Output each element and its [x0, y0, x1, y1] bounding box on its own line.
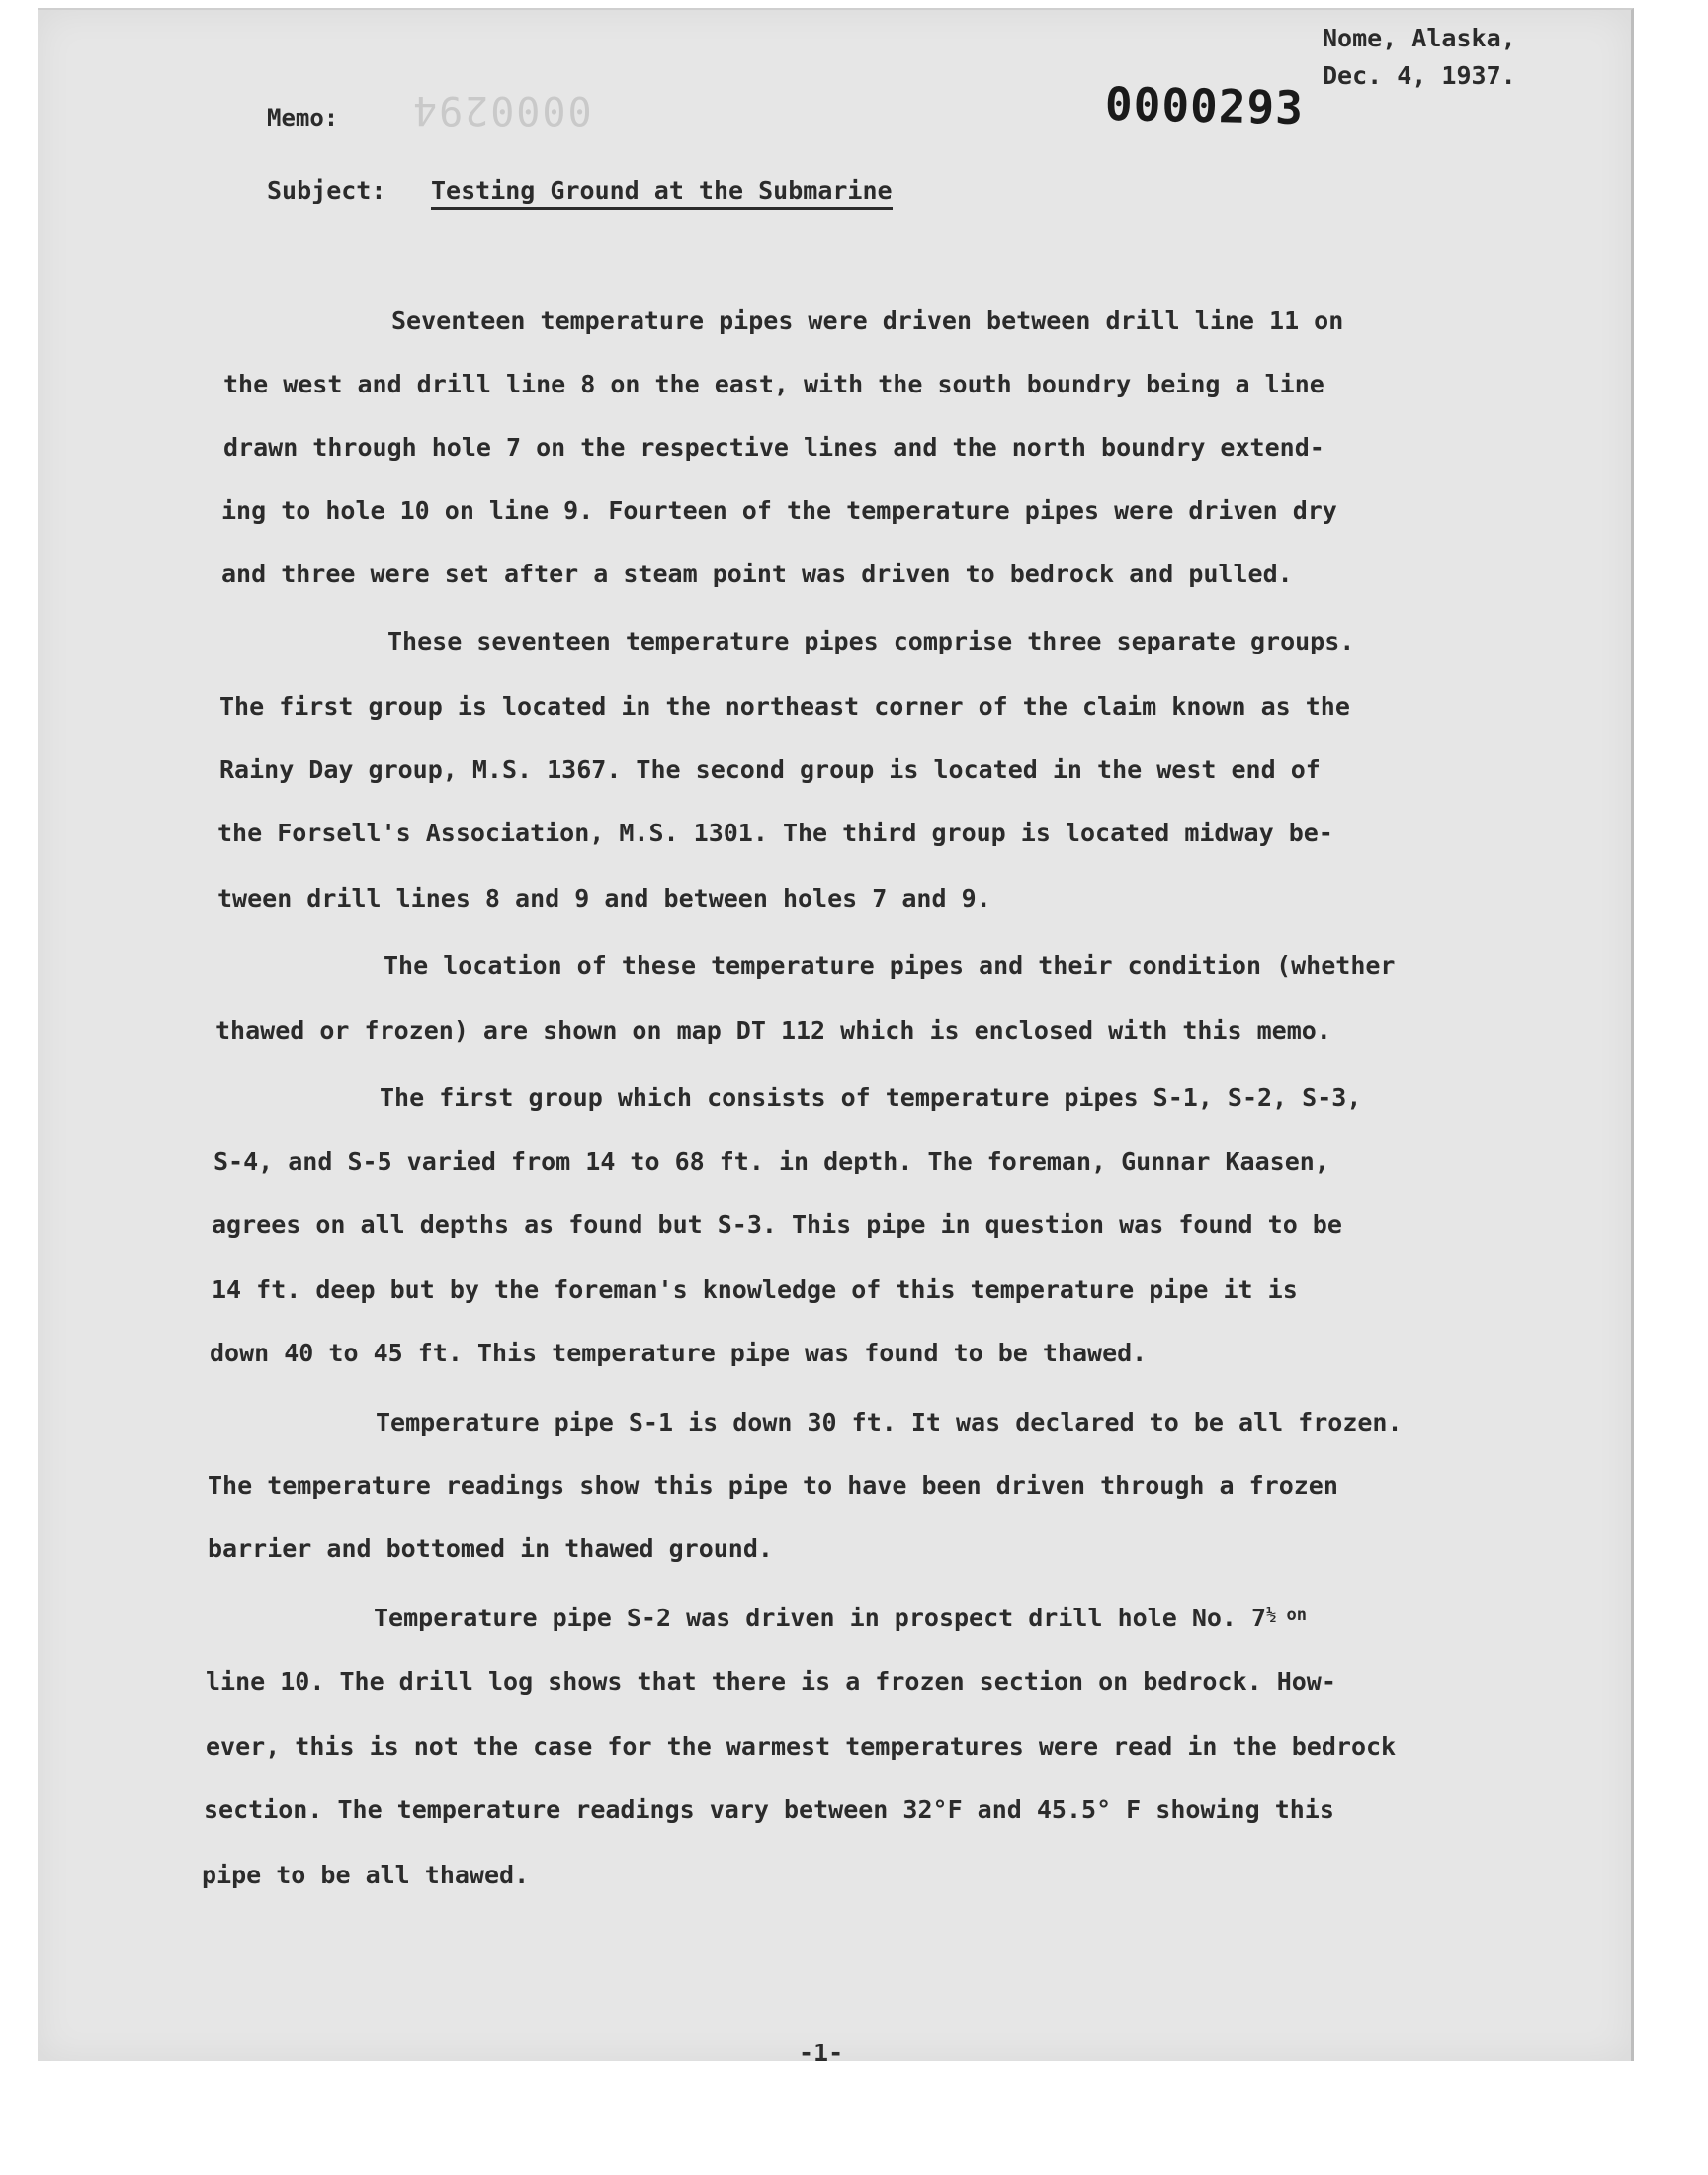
body-line: barrier and bottomed in thawed ground.	[208, 1534, 773, 1563]
subject-label: Subject:	[267, 176, 386, 205]
body-line	[374, 1604, 1307, 1632]
subject-title: Testing Ground at the Submarine	[431, 176, 893, 210]
document-page	[38, 8, 1634, 2067]
date: Dec. 4, 1937.	[1323, 61, 1516, 90]
body-line: Rainy Day group, M.S. 1367. The second group is located in the west end of	[219, 755, 1321, 784]
body-line: 14 ft. deep but by the foreman's knowledge of this temperature pipe it is	[212, 1275, 1298, 1304]
body-line: agrees on all depths as found but S-3. This pipe in question was found to be	[212, 1210, 1342, 1239]
faint-stamp-number: 0000294	[411, 87, 592, 132]
body-line: down 40 to 45 ft. This temperature pipe was found to be thawed.	[210, 1339, 1148, 1367]
body-line: the west and drill line 8 on the east, with the south boundry being a line	[223, 370, 1324, 398]
body-line: thawed or frozen) are shown on map DT 112 which is enclosed with this memo.	[215, 1016, 1331, 1045]
body-line: line 10. The drill log shows that there is a frozen section on bedrock. How-	[206, 1667, 1336, 1696]
body-line: Seventeen temperature pipes were driven between drill line 11 on	[391, 306, 1344, 335]
body-line: the Forsell's Association, M.S. 1301. The third group is located midway be-	[217, 819, 1333, 847]
page-number: -1-	[799, 2039, 844, 2067]
memo-label: Memo:	[267, 104, 339, 131]
body-line: Temperature pipe S-1 is down 30 ft. It was declared to be all frozen.	[376, 1408, 1403, 1436]
body-line: pipe to be all thawed.	[202, 1861, 530, 1889]
body-line: tween drill lines 8 and 9 and between holes 7 and 9.	[217, 884, 991, 913]
body-line: ing to hole 10 on line 9. Fourteen of the temperature pipes were driven dry	[221, 496, 1337, 525]
fraction-half: ½ on	[1266, 1606, 1308, 1625]
place: Nome, Alaska,	[1323, 24, 1516, 52]
body-line: The location of these temperature pipes and their condition (whether	[384, 951, 1396, 980]
body-line: The first group is located in the northeast corner of the claim known as the	[219, 692, 1350, 721]
document-number: 0000293	[1104, 76, 1305, 135]
body-line: and three were set after a steam point was driven to bedrock and pulled.	[221, 560, 1293, 588]
body-line-text: Temperature pipe S-2 was driven in prospect drill hole No. 7	[374, 1604, 1267, 1632]
place-date-block	[1323, 20, 1516, 95]
body-line: section. The temperature readings vary between 32°F and 45.5° F showing this	[204, 1795, 1334, 1824]
body-line: ever, this is not the case for the warmest temperatures were read in the bedrock	[206, 1732, 1397, 1761]
body-line: The first group which consists of temperature pipes S-1, S-2, S-3,	[380, 1084, 1362, 1112]
body-line: drawn through hole 7 on the respective lines and the north boundry extend-	[223, 433, 1324, 462]
body-line: S-4, and S-5 varied from 14 to 68 ft. in depth. The foreman, Gunnar Kaasen,	[214, 1147, 1329, 1175]
body-line: These seventeen temperature pipes comprise three separate groups.	[387, 627, 1355, 655]
body-line: The temperature readings show this pipe to have been driven through a frozen	[208, 1471, 1338, 1500]
